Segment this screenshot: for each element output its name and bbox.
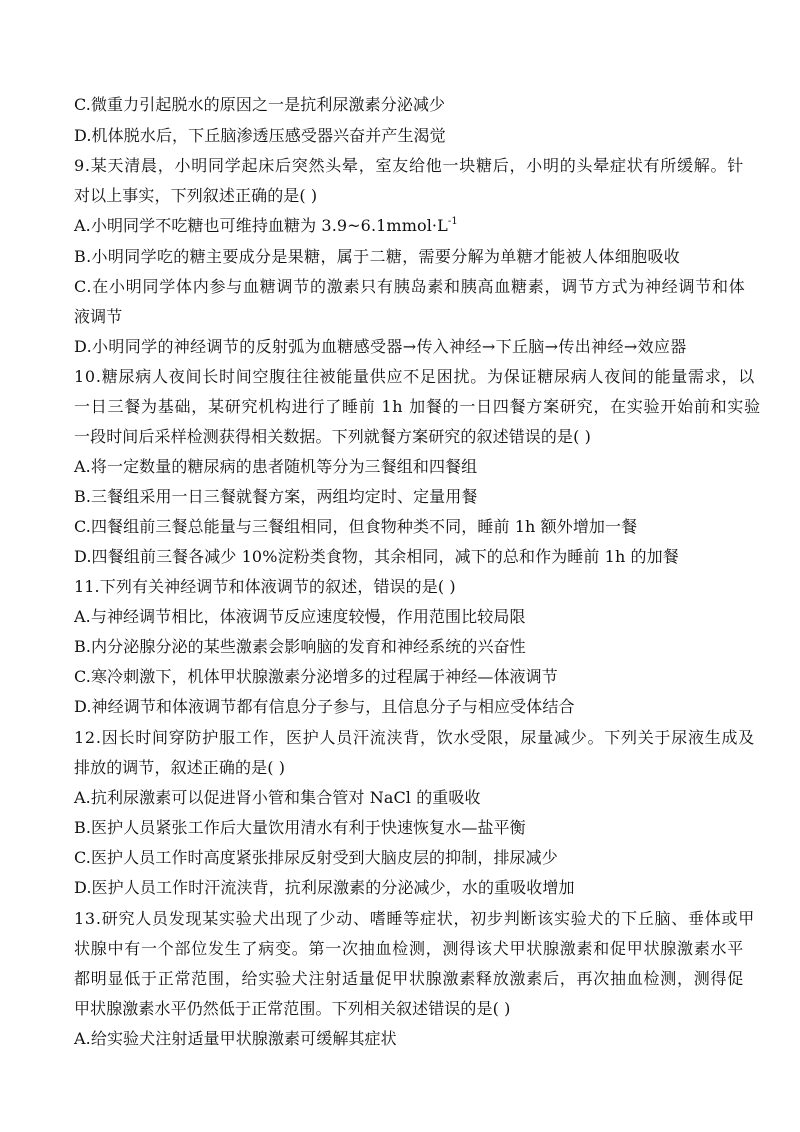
q10-stem-line-3: 一段时间后采样检测获得相关数据。下列就餐方案研究的叙述错误的是( ) (74, 427, 591, 446)
q8-option-c: C.微重力引起脱水的原因之一是抗利尿激素分泌减少 (74, 95, 446, 114)
q12-stem-line-2: 排放的调节，叙述正确的是( ) (74, 758, 286, 777)
q10-option-c: C.四餐组前三餐总能量与三餐组相同，但食物种类不同，睡前 1h 额外增加一餐 (74, 517, 638, 536)
q10-stem-line-2: 一日三餐为基础，某研究机构进行了睡前 1h 加餐的一日四餐方案研究，在实验开始前和实验 (74, 397, 761, 416)
q12-option-b: B.医护人员紧张工作后大量饮用清水有利于快速恢复水—盐平衡 (74, 818, 526, 837)
q12-option-d: D.医护人员工作时汗流浃背，抗利尿激素的分泌减少，水的重吸收增加 (74, 878, 575, 897)
unit-superscript: -1 (447, 216, 458, 227)
q10-stem-line-1: 10.糖尿病人夜间长时间空腹往往被能量供应不足困扰。为保证糖尿病人夜间的能量需求，以 (74, 367, 755, 386)
q12-option-c: C.医护人员工作时高度紧张排尿反射受到大脑皮层的抑制，排尿减少 (74, 848, 558, 867)
q9-stem-line-1: 9.某天清晨，小明同学起床后突然头晕，室友给他一块糖后，小明的头晕症状有所缓解。针 (74, 156, 745, 175)
q10-option-d: D.四餐组前三餐各减少 10%淀粉类食物，其余相同，减下的总和作为睡前 1h 的加餐 (74, 547, 679, 566)
q13-stem-line-2: 状腺中有一个部位发生了病变。第一次抽血检测，测得该犬甲状腺激素和促甲状腺激素水平 (74, 939, 745, 958)
q11-option-a: A.与神经调节相比，体液调节反应速度较慢，作用范围比较局限 (74, 607, 526, 626)
q10-option-b: B.三餐组采用一日三餐就餐方案，两组均定时、定量用餐 (74, 487, 478, 506)
q8-option-d: D.机体脱水后，下丘脑渗透压感受器兴奋并产生渴觉 (74, 126, 446, 145)
q13-stem-line-4: 甲状腺激素水平仍然低于正常范围。下列相关叙述错误的是( ) (74, 999, 511, 1018)
q11-option-d: D.神经调节和体液调节都有信息分子参与，且信息分子与相应受体结合 (74, 697, 575, 716)
q12-stem-line-1: 12.因长时间穿防护服工作，医护人员汗流浃背，饮水受限，尿量减少。下列关于尿液生成及 (74, 728, 755, 747)
q13-stem-line-1: 13.研究人员发现某实验犬出现了少动、嗜睡等症状，初步判断该实验犬的下丘脑、垂体或甲 (74, 909, 755, 928)
q9-option-a (74, 216, 734, 236)
q13-option-a: A.给实验犬注射适量甲状腺激素可缓解其症状 (74, 1029, 397, 1048)
q9-stem-line-2: 对以上事实，下列叙述正确的是( ) (74, 186, 318, 205)
q9-option-c-line-1: C.在小明同学体内参与血糖调节的激素只有胰岛素和胰高血糖素，调节方式为神经调节和体 (74, 277, 746, 296)
q9-option-c-line-2: 液调节 (74, 307, 123, 326)
q10-option-a: A.将一定数量的糖尿病的患者随机等分为三餐组和四餐组 (74, 457, 478, 476)
q12-option-a: A.抗利尿激素可以促进肾小管和集合管对 NaCl 的重吸收 (74, 788, 481, 807)
q11-stem: 11.下列有关神经调节和体液调节的叙述，错误的是( ) (74, 577, 456, 596)
q13-stem-line-3: 都明显低于正常范围，给实验犬注射适量促甲状腺激素释放激素后，再次抽血检测，测得促 (74, 969, 745, 988)
q9-option-a-text: A.小明同学不吃糖也可维持血糖为 3.9~6.1mmol·L (74, 216, 448, 235)
q11-option-b: B.内分泌腺分泌的某些激素会影响脑的发育和神经系统的兴奋性 (74, 637, 526, 656)
q11-option-c: C.寒冷刺激下，机体甲状腺激素分泌增多的过程属于神经—体液调节 (74, 667, 558, 686)
q9-option-b: B.小明同学吃的糖主要成分是果糖，属于二糖，需要分解为单糖才能被人体细胞吸收 (74, 247, 681, 266)
q9-option-d: D.小明同学的神经调节的反射弧为血糖感受器→传入神经→下丘脑→传出神经→效应器 (74, 337, 687, 356)
